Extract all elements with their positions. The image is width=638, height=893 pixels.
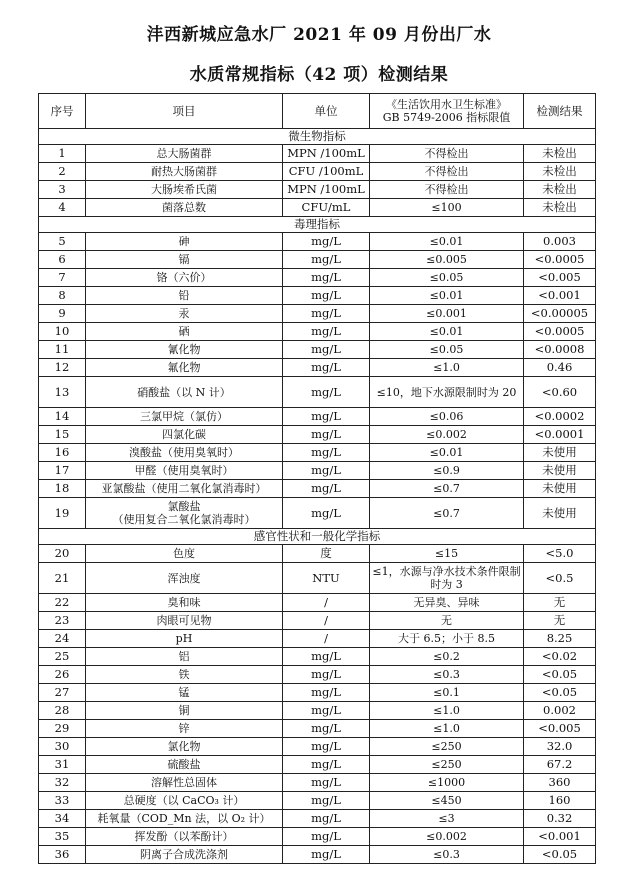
table-row bbox=[39, 163, 596, 181]
cell-unit: mg/L bbox=[283, 377, 370, 408]
table-row bbox=[39, 269, 596, 287]
cell-unit: mg/L bbox=[283, 792, 370, 810]
table-row bbox=[39, 498, 596, 529]
cell-index: 14 bbox=[39, 408, 86, 426]
cell-item: 色度 bbox=[86, 545, 283, 563]
section-header-row bbox=[39, 217, 596, 233]
cell-limit: 不得检出 bbox=[370, 181, 524, 199]
cell-unit: / bbox=[283, 594, 370, 612]
cell-result: 未使用 bbox=[524, 498, 596, 529]
cell-item: 铝 bbox=[86, 648, 283, 666]
table-row bbox=[39, 426, 596, 444]
cell-index: 32 bbox=[39, 774, 86, 792]
cell-limit: ≤0.01 bbox=[370, 444, 524, 462]
cell-result: <0.0008 bbox=[524, 341, 596, 359]
cell-unit: mg/L bbox=[283, 341, 370, 359]
cell-result: <0.0002 bbox=[524, 408, 596, 426]
cell-index: 17 bbox=[39, 462, 86, 480]
cell-item: 总硬度（以 CaCO₃ 计） bbox=[86, 792, 283, 810]
cell-result: 0.003 bbox=[524, 233, 596, 251]
cell-result: 未使用 bbox=[524, 480, 596, 498]
section-title: 微生物指标 bbox=[39, 129, 596, 145]
cell-index: 4 bbox=[39, 199, 86, 217]
cell-limit: ≤0.005 bbox=[370, 251, 524, 269]
cell-item: 亚氯酸盐（使用二氧化氯消毒时） bbox=[86, 480, 283, 498]
cell-index: 20 bbox=[39, 545, 86, 563]
table-row bbox=[39, 359, 596, 377]
cell-unit: mg/L bbox=[283, 756, 370, 774]
header-index: 序号 bbox=[39, 94, 86, 129]
cell-unit: CFU/mL bbox=[283, 199, 370, 217]
cell-unit: MPN /100mL bbox=[283, 145, 370, 163]
cell-result: <0.001 bbox=[524, 828, 596, 846]
cell-limit: ≤0.9 bbox=[370, 462, 524, 480]
cell-item: 耐热大肠菌群 bbox=[86, 163, 283, 181]
cell-limit: 无 bbox=[370, 612, 524, 630]
cell-item: 硝酸盐（以 N 计） bbox=[86, 377, 283, 408]
cell-index: 25 bbox=[39, 648, 86, 666]
cell-limit: ≤1.0 bbox=[370, 720, 524, 738]
cell-unit: mg/L bbox=[283, 426, 370, 444]
cell-limit: ≤0.7 bbox=[370, 498, 524, 529]
cell-index: 19 bbox=[39, 498, 86, 529]
cell-limit: ≤0.01 bbox=[370, 233, 524, 251]
cell-limit: ≤15 bbox=[370, 545, 524, 563]
cell-result: 未检出 bbox=[524, 181, 596, 199]
cell-item: 锌 bbox=[86, 720, 283, 738]
cell-index: 12 bbox=[39, 359, 86, 377]
table-row bbox=[39, 287, 596, 305]
cell-limit: ≤250 bbox=[370, 738, 524, 756]
table-row bbox=[39, 792, 596, 810]
cell-unit: mg/L bbox=[283, 462, 370, 480]
cell-unit: mg/L bbox=[283, 774, 370, 792]
cell-index: 29 bbox=[39, 720, 86, 738]
section-header-row bbox=[39, 529, 596, 545]
cell-limit: ≤450 bbox=[370, 792, 524, 810]
cell-result: <0.02 bbox=[524, 648, 596, 666]
cell-index: 24 bbox=[39, 630, 86, 648]
cell-limit: ≤3 bbox=[370, 810, 524, 828]
cell-index: 31 bbox=[39, 756, 86, 774]
cell-item: 大肠埃希氏菌 bbox=[86, 181, 283, 199]
table-row bbox=[39, 545, 596, 563]
cell-index: 16 bbox=[39, 444, 86, 462]
cell-limit: ≤0.7 bbox=[370, 480, 524, 498]
cell-index: 8 bbox=[39, 287, 86, 305]
cell-unit: mg/L bbox=[283, 684, 370, 702]
cell-index: 6 bbox=[39, 251, 86, 269]
cell-unit: mg/L bbox=[283, 810, 370, 828]
cell-limit: 不得检出 bbox=[370, 163, 524, 181]
cell-item: 氯酸盐 （使用复合二氧化氯消毒时） bbox=[86, 498, 283, 529]
cell-limit: ≤0.002 bbox=[370, 828, 524, 846]
cell-result: <0.60 bbox=[524, 377, 596, 408]
cell-result: <0.00005 bbox=[524, 305, 596, 323]
table-row bbox=[39, 377, 596, 408]
cell-item: 汞 bbox=[86, 305, 283, 323]
table-row bbox=[39, 145, 596, 163]
table-row bbox=[39, 648, 596, 666]
cell-item: 铜 bbox=[86, 702, 283, 720]
cell-result: 无 bbox=[524, 594, 596, 612]
cell-unit: mg/L bbox=[283, 287, 370, 305]
cell-result: 0.002 bbox=[524, 702, 596, 720]
cell-item: 硒 bbox=[86, 323, 283, 341]
cell-index: 1 bbox=[39, 145, 86, 163]
table-row bbox=[39, 774, 596, 792]
cell-item: 总大肠菌群 bbox=[86, 145, 283, 163]
cell-index: 13 bbox=[39, 377, 86, 408]
cell-index: 36 bbox=[39, 846, 86, 864]
cell-result: 未检出 bbox=[524, 199, 596, 217]
table-row bbox=[39, 444, 596, 462]
cell-unit: mg/L bbox=[283, 323, 370, 341]
cell-result: 67.2 bbox=[524, 756, 596, 774]
section-header-row bbox=[39, 129, 596, 145]
cell-limit: 大于 6.5；小于 8.5 bbox=[370, 630, 524, 648]
cell-limit: ≤250 bbox=[370, 756, 524, 774]
cell-limit: ≤100 bbox=[370, 199, 524, 217]
cell-result: <0.05 bbox=[524, 666, 596, 684]
cell-item: 铬（六价） bbox=[86, 269, 283, 287]
cell-index: 15 bbox=[39, 426, 86, 444]
cell-result: <5.0 bbox=[524, 545, 596, 563]
cell-item: 菌落总数 bbox=[86, 199, 283, 217]
cell-item: 臭和味 bbox=[86, 594, 283, 612]
cell-index: 3 bbox=[39, 181, 86, 199]
table-row bbox=[39, 738, 596, 756]
cell-result: 未使用 bbox=[524, 444, 596, 462]
cell-unit: mg/L bbox=[283, 233, 370, 251]
header-limit: 《生活饮用水卫生标准》 GB 5749-2006 指标限值 bbox=[370, 94, 524, 129]
cell-item: 砷 bbox=[86, 233, 283, 251]
cell-result: 32.0 bbox=[524, 738, 596, 756]
cell-index: 35 bbox=[39, 828, 86, 846]
cell-unit: NTU bbox=[283, 563, 370, 594]
cell-limit: ≤0.002 bbox=[370, 426, 524, 444]
document-title-line1: 沣西新城应急水厂 2021 年 09 月份出厂水 bbox=[146, 25, 492, 45]
table-row bbox=[39, 684, 596, 702]
cell-index: 18 bbox=[39, 480, 86, 498]
cell-unit: mg/L bbox=[283, 359, 370, 377]
cell-item: 三氯甲烷（氯仿） bbox=[86, 408, 283, 426]
cell-limit: ≤1，水源与净水技术条件限制时为 3 bbox=[370, 563, 524, 594]
cell-limit: ≤1.0 bbox=[370, 702, 524, 720]
table-row bbox=[39, 181, 596, 199]
cell-limit: 不得检出 bbox=[370, 145, 524, 163]
section-title: 毒理指标 bbox=[39, 217, 596, 233]
cell-result: <0.5 bbox=[524, 563, 596, 594]
cell-item: 铁 bbox=[86, 666, 283, 684]
cell-result: 未使用 bbox=[524, 462, 596, 480]
table-row bbox=[39, 594, 596, 612]
table-row bbox=[39, 702, 596, 720]
cell-limit: ≤0.3 bbox=[370, 846, 524, 864]
table-row bbox=[39, 480, 596, 498]
cell-item: 阴离子合成洗涤剂 bbox=[86, 846, 283, 864]
cell-index: 26 bbox=[39, 666, 86, 684]
table-header-row bbox=[39, 94, 596, 129]
cell-item: 氯化物 bbox=[86, 738, 283, 756]
table-row bbox=[39, 408, 596, 426]
table-row bbox=[39, 828, 596, 846]
cell-unit: mg/L bbox=[283, 480, 370, 498]
cell-unit: mg/L bbox=[283, 269, 370, 287]
cell-index: 30 bbox=[39, 738, 86, 756]
cell-result: <0.0005 bbox=[524, 323, 596, 341]
cell-limit: ≤0.06 bbox=[370, 408, 524, 426]
cell-unit: mg/L bbox=[283, 828, 370, 846]
cell-limit: ≤1000 bbox=[370, 774, 524, 792]
cell-limit: ≤0.2 bbox=[370, 648, 524, 666]
cell-index: 22 bbox=[39, 594, 86, 612]
cell-result: <0.05 bbox=[524, 684, 596, 702]
cell-index: 11 bbox=[39, 341, 86, 359]
table-row bbox=[39, 233, 596, 251]
cell-item: 甲醛（使用臭氧时） bbox=[86, 462, 283, 480]
table-row bbox=[39, 199, 596, 217]
cell-limit: ≤0.05 bbox=[370, 269, 524, 287]
table-row bbox=[39, 305, 596, 323]
cell-result: 未检出 bbox=[524, 145, 596, 163]
header-result: 检测结果 bbox=[524, 94, 596, 129]
cell-result: <0.0005 bbox=[524, 251, 596, 269]
cell-item: 挥发酚（以苯酚计） bbox=[86, 828, 283, 846]
cell-unit: mg/L bbox=[283, 720, 370, 738]
table-row bbox=[39, 810, 596, 828]
cell-item: 溶解性总固体 bbox=[86, 774, 283, 792]
cell-result: <0.05 bbox=[524, 846, 596, 864]
cell-unit: / bbox=[283, 612, 370, 630]
cell-result: 0.32 bbox=[524, 810, 596, 828]
cell-item: 锰 bbox=[86, 684, 283, 702]
cell-index: 10 bbox=[39, 323, 86, 341]
cell-result: 无 bbox=[524, 612, 596, 630]
cell-item: 氟化物 bbox=[86, 359, 283, 377]
cell-unit: 度 bbox=[283, 545, 370, 563]
cell-item: 肉眼可见物 bbox=[86, 612, 283, 630]
cell-limit: ≤0.01 bbox=[370, 287, 524, 305]
cell-unit: MPN /100mL bbox=[283, 181, 370, 199]
cell-item: 溴酸盐（使用臭氧时） bbox=[86, 444, 283, 462]
cell-unit: mg/L bbox=[283, 498, 370, 529]
cell-result: 0.46 bbox=[524, 359, 596, 377]
table-row bbox=[39, 341, 596, 359]
cell-unit: mg/L bbox=[283, 444, 370, 462]
cell-limit: ≤0.01 bbox=[370, 323, 524, 341]
table-row bbox=[39, 846, 596, 864]
cell-index: 23 bbox=[39, 612, 86, 630]
table-row bbox=[39, 630, 596, 648]
table-row bbox=[39, 612, 596, 630]
cell-unit: mg/L bbox=[283, 648, 370, 666]
cell-index: 2 bbox=[39, 163, 86, 181]
table-row bbox=[39, 756, 596, 774]
table-body bbox=[39, 129, 596, 864]
cell-index: 28 bbox=[39, 702, 86, 720]
cell-unit: / bbox=[283, 630, 370, 648]
table-row bbox=[39, 251, 596, 269]
header-item: 项目 bbox=[86, 94, 283, 129]
cell-item: 浑浊度 bbox=[86, 563, 283, 594]
section-title: 感官性状和一般化学指标 bbox=[39, 529, 596, 545]
table-row bbox=[39, 462, 596, 480]
document-title-line2: 水质常规指标（42 项）检测结果 bbox=[189, 65, 449, 85]
cell-index: 9 bbox=[39, 305, 86, 323]
cell-unit: mg/L bbox=[283, 251, 370, 269]
cell-result: <0.005 bbox=[524, 720, 596, 738]
cell-limit: ≤0.001 bbox=[370, 305, 524, 323]
table-row bbox=[39, 720, 596, 738]
cell-limit: ≤0.1 bbox=[370, 684, 524, 702]
cell-index: 5 bbox=[39, 233, 86, 251]
cell-index: 21 bbox=[39, 563, 86, 594]
cell-item: 耗氧量（COD_Mn 法，以 O₂ 计） bbox=[86, 810, 283, 828]
cell-unit: mg/L bbox=[283, 666, 370, 684]
cell-item: 镉 bbox=[86, 251, 283, 269]
cell-unit: mg/L bbox=[283, 305, 370, 323]
cell-result: 160 bbox=[524, 792, 596, 810]
table-row bbox=[39, 563, 596, 594]
table-row bbox=[39, 666, 596, 684]
cell-result: <0.005 bbox=[524, 269, 596, 287]
cell-unit: mg/L bbox=[283, 408, 370, 426]
cell-result: 360 bbox=[524, 774, 596, 792]
cell-index: 33 bbox=[39, 792, 86, 810]
cell-index: 34 bbox=[39, 810, 86, 828]
cell-unit: mg/L bbox=[283, 846, 370, 864]
cell-item: pH bbox=[86, 630, 283, 648]
header-unit: 单位 bbox=[283, 94, 370, 129]
water-quality-table bbox=[38, 93, 596, 864]
cell-index: 27 bbox=[39, 684, 86, 702]
cell-item: 氰化物 bbox=[86, 341, 283, 359]
cell-result: 未检出 bbox=[524, 163, 596, 181]
cell-item: 四氯化碳 bbox=[86, 426, 283, 444]
cell-unit: mg/L bbox=[283, 702, 370, 720]
table-row bbox=[39, 323, 596, 341]
cell-unit: mg/L bbox=[283, 738, 370, 756]
cell-item: 硫酸盐 bbox=[86, 756, 283, 774]
cell-limit: ≤0.05 bbox=[370, 341, 524, 359]
cell-limit: ≤0.3 bbox=[370, 666, 524, 684]
cell-unit: CFU /100mL bbox=[283, 163, 370, 181]
cell-result: <0.001 bbox=[524, 287, 596, 305]
cell-limit: ≤1.0 bbox=[370, 359, 524, 377]
cell-limit: ≤10，地下水源限制时为 20 bbox=[370, 377, 524, 408]
cell-result: <0.0001 bbox=[524, 426, 596, 444]
cell-index: 7 bbox=[39, 269, 86, 287]
cell-item: 铅 bbox=[86, 287, 283, 305]
cell-limit: 无异臭、异味 bbox=[370, 594, 524, 612]
cell-result: 8.25 bbox=[524, 630, 596, 648]
